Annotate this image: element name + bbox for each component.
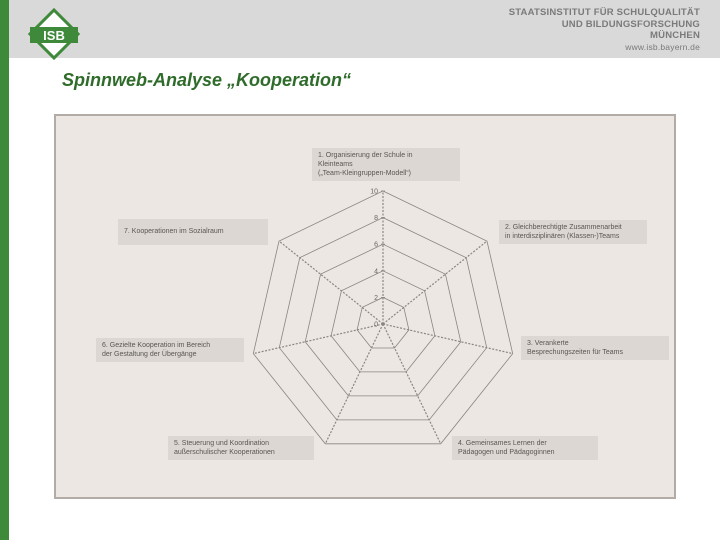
isb-logo: [24, 4, 84, 64]
logo-text: ISB: [43, 28, 65, 43]
institute-name: [509, 7, 700, 53]
institute-line-2: UND BILDUNGSFORSCHUNG: [561, 18, 700, 30]
axis-label-1-line-1: 1. Organisierung der Schule in: [318, 152, 413, 159]
axis-label-1-line-2: Kleinteams: [318, 161, 353, 168]
web-spoke-2: [383, 241, 487, 324]
tick-label-0: 0: [374, 321, 378, 329]
tick-label-2: 2: [374, 294, 378, 302]
axis-label-7: [118, 219, 268, 245]
axis-label-2: [499, 220, 647, 244]
tick-label-10: 10: [370, 188, 378, 196]
axis-label-7-line-1: 7. Kooperationen im Sozialraum: [124, 228, 224, 235]
web-spoke-3: [383, 324, 513, 354]
axis-label-5-line-1: 5. Steuerung und Koordination: [174, 440, 269, 447]
axis-label-2-line-2: in interdisziplinären (Klassen-)Teams: [505, 233, 620, 240]
institute-line-3: MÜNCHEN: [650, 30, 700, 41]
axis-label-5: [168, 436, 314, 460]
axis-label-3: [521, 336, 669, 360]
tick-label-4: 4: [374, 268, 378, 276]
axis-label-3-line-1: 3. Verankerte: [527, 340, 569, 347]
accent-bar: [0, 0, 9, 540]
axis-label-1: [312, 148, 460, 181]
axis-label-6: [96, 338, 244, 362]
axis-label-5-line-2: außerschulischer Kooperationen: [174, 449, 275, 456]
institute-line-1: STAATSINSTITUT FÜR SCHULQUALITÄT: [508, 7, 700, 18]
web-spoke-5: [325, 321, 383, 444]
axis-label-6-line-2: der Gestaltung der Übergänge: [102, 351, 197, 358]
tick-label-6: 6: [374, 241, 378, 249]
axis-label-4-line-2: Pädagogen und Pädagoginnen: [458, 449, 555, 456]
axis-label-6-line-1: 6. Gezielte Kooperation im Bereich: [102, 342, 211, 349]
spiderweb-panel: [54, 114, 676, 499]
axis-label-4: [452, 436, 598, 460]
tick-label-8: 8: [374, 215, 378, 223]
axis-label-3-line-2: Besprechungszeiten für Teams: [527, 349, 623, 356]
slide-title: Spinnweb-Analyse „Kooperation“: [62, 70, 352, 90]
web-spoke-6: [253, 321, 383, 354]
axis-label-2-line-1: 2. Gleichberechtigte Zusammenarbeit: [505, 224, 622, 231]
web-ring-4: [331, 271, 435, 372]
axis-label-1-line-3: („Team-Kleingruppen-Modell“): [318, 170, 411, 177]
web-spoke-7: [279, 241, 383, 324]
institute-url[interactable]: www.isb.bayern.de: [625, 41, 700, 52]
web-spoke-4: [383, 324, 441, 444]
axis-label-4-line-1: 4. Gemeinsames Lernen der: [458, 440, 547, 447]
